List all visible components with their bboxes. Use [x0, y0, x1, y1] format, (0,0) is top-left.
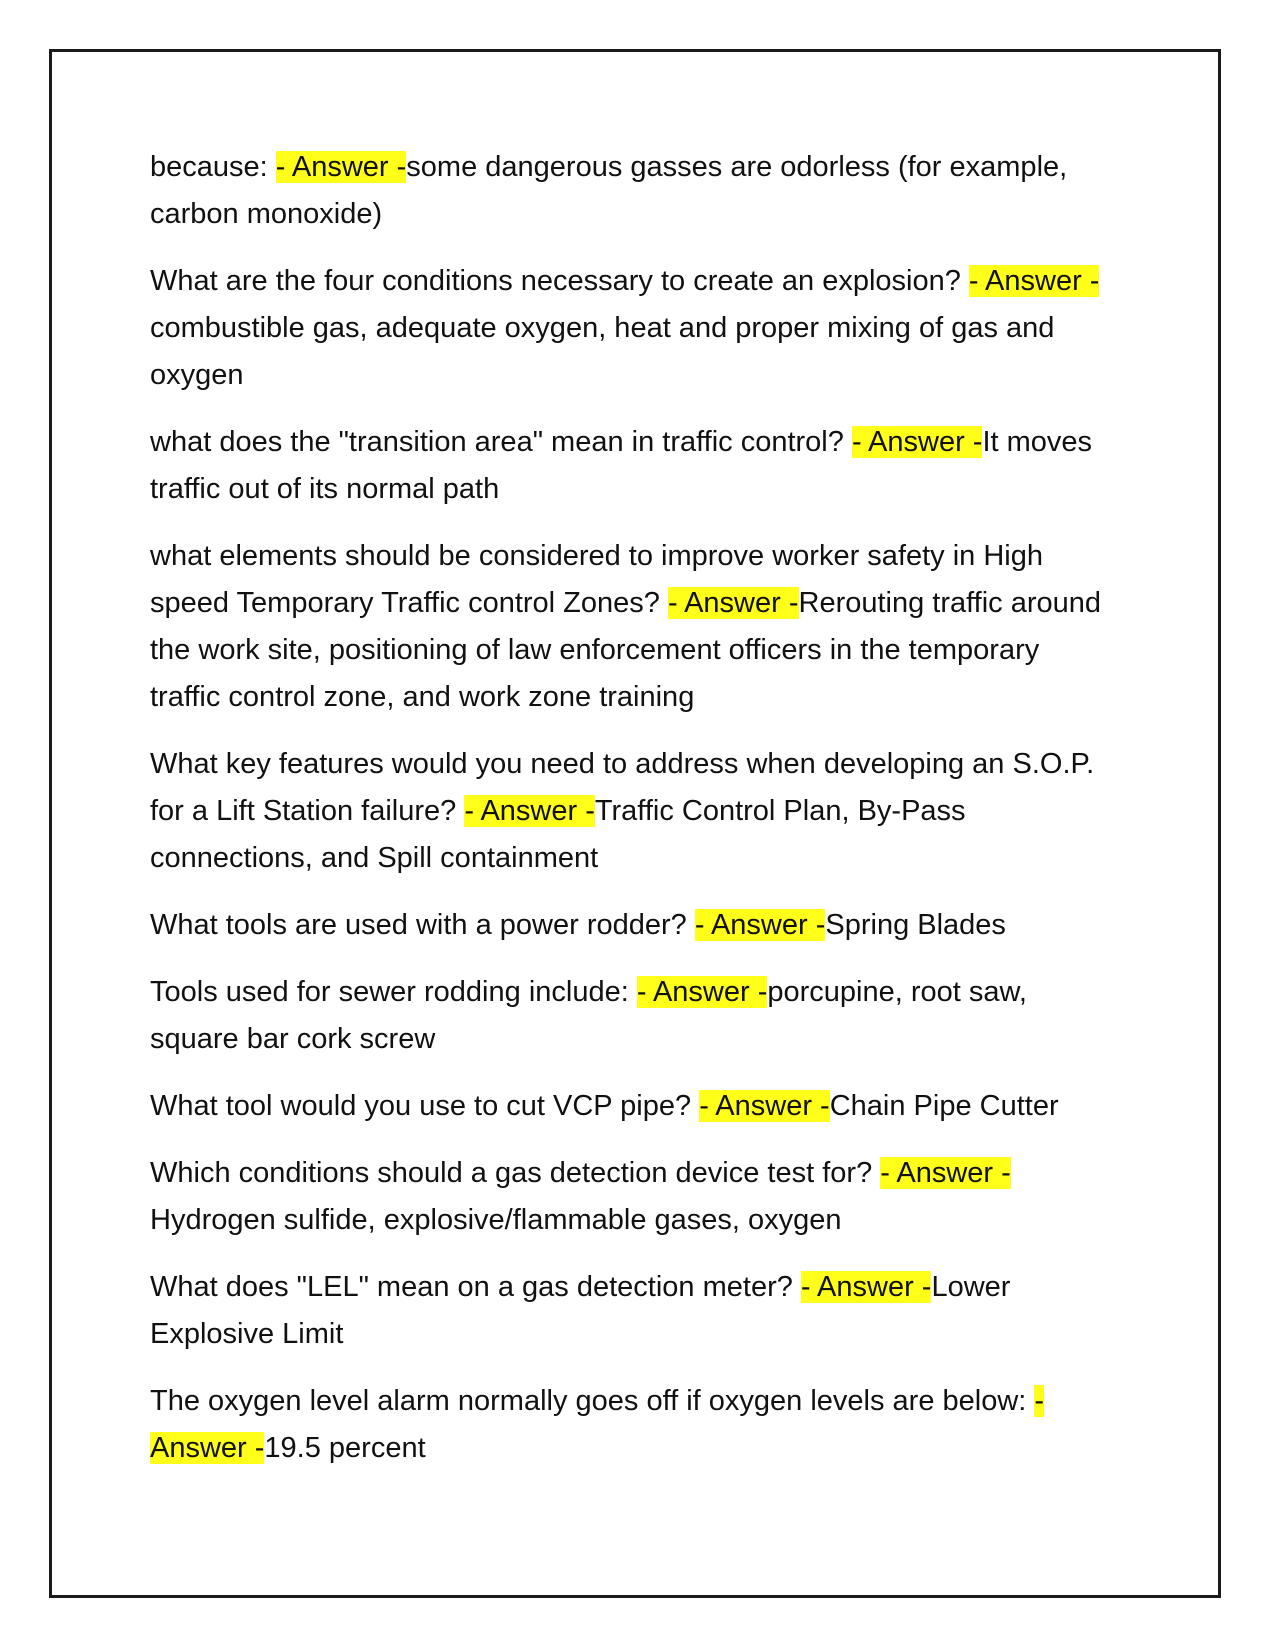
qa-item	[150, 419, 1110, 513]
qa-item	[150, 258, 1110, 399]
question-text: The oxygen level alarm normally goes off if oxygen levels are below:	[150, 1385, 1035, 1417]
answer-marker: - Answer -	[150, 1385, 1045, 1464]
answer-marker: - Answer -	[968, 265, 1100, 297]
answer-text: Hydrogen sulfide, explosive/flammable gases, oxygen	[150, 1204, 842, 1236]
answer-marker: - Answer -	[880, 1157, 1011, 1189]
answer-marker: - Answer -	[800, 1271, 932, 1303]
answer-marker: - Answer -	[275, 151, 407, 183]
answer-marker: - Answer -	[667, 587, 799, 619]
question-text: what does the "transition area" mean in traffic control?	[150, 426, 852, 458]
question-text: What key features would you need to address when developing an S.O.P. for a Lift Station failure?	[150, 748, 1095, 827]
qa-list	[150, 144, 1110, 1492]
answer-marker: - Answer -	[694, 909, 826, 941]
answer-marker: - Answer -	[851, 426, 983, 458]
qa-item	[150, 1083, 1110, 1130]
answer-text: Traffic Control Plan, By-Pass connections, and Spill containment	[150, 795, 966, 874]
answer-marker: - Answer -	[636, 976, 768, 1008]
answer-marker: - Answer -	[699, 1090, 830, 1122]
qa-item	[150, 1150, 1110, 1244]
qa-item	[150, 902, 1110, 949]
answer-text: It moves traffic out of its normal path	[150, 426, 1093, 505]
question-text: Tools used for sewer rodding include:	[150, 976, 637, 1008]
question-text: because:	[150, 151, 276, 183]
answer-text: 19.5 percent	[264, 1432, 426, 1464]
qa-item	[150, 741, 1110, 882]
question-text: What are the four conditions necessary to create an explosion?	[150, 265, 969, 297]
qa-item	[150, 144, 1110, 238]
answer-text: Rerouting traffic around the work site, positioning of law enforcement officers in the temporary traffic control zone, and work zone training	[150, 587, 1102, 713]
answer-text: Spring Blades	[825, 909, 1006, 941]
qa-item	[150, 1264, 1110, 1358]
answer-text: some dangerous gasses are odorless (for example, carbon monoxide)	[150, 151, 1068, 230]
qa-item	[150, 969, 1110, 1063]
answer-text: Lower Explosive Limit	[150, 1271, 1011, 1350]
answer-marker: - Answer -	[464, 795, 595, 827]
qa-item	[150, 533, 1110, 721]
question-text: What tools are used with a power rodder?	[150, 909, 695, 941]
answer-text: Chain Pipe Cutter	[829, 1090, 1059, 1122]
question-text: What tool would you use to cut VCP pipe?	[150, 1090, 700, 1122]
question-text: What does "LEL" mean on a gas detection meter?	[150, 1271, 801, 1303]
question-text: Which conditions should a gas detection device test for?	[150, 1157, 881, 1189]
answer-text: porcupine, root saw, square bar cork screw	[150, 976, 1027, 1055]
answer-text: combustible gas, adequate oxygen, heat and proper mixing of gas and oxygen	[150, 312, 1055, 391]
question-text: what elements should be considered to improve worker safety in High speed Temporary Traffic control Zones?	[150, 540, 1044, 619]
qa-item	[150, 1378, 1110, 1472]
